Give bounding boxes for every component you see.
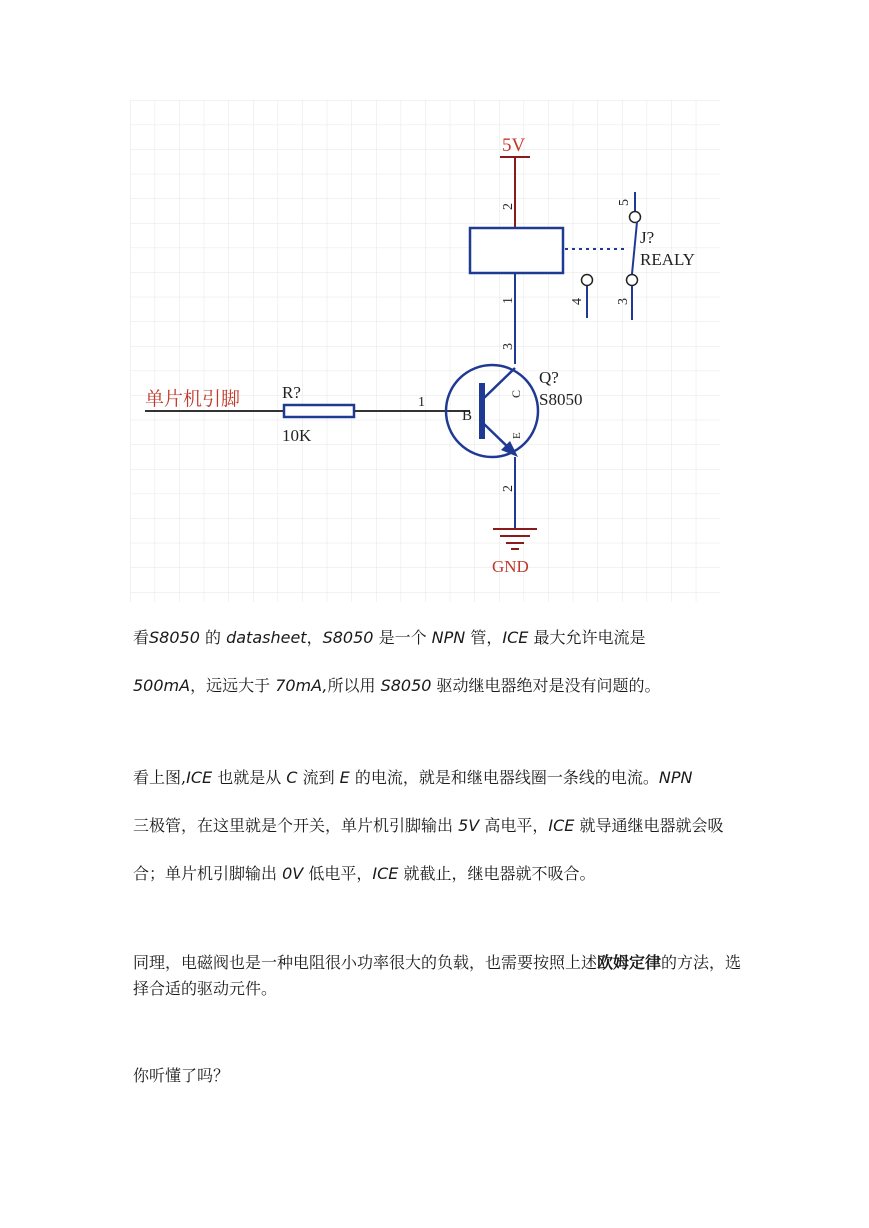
resistor bbox=[284, 405, 354, 417]
transistor-part: S8050 bbox=[539, 390, 583, 409]
switch-name: REALY bbox=[640, 250, 695, 269]
base-letter: B bbox=[462, 408, 473, 424]
collector-pin-num: 3 bbox=[501, 343, 516, 350]
paragraph-datasheet: 看S8050 的 datasheet，S8050 是一个 NPN 管，ICE 最大允许电流是 500mA，远远大于 70mA,所以用 S8050 驱动继电器绝对是没有问题的。 bbox=[133, 628, 661, 695]
base-pin-num: 1 bbox=[418, 395, 425, 410]
ground-label: GND bbox=[492, 557, 529, 576]
switch-contact-3 bbox=[627, 275, 638, 286]
relay-coil bbox=[470, 228, 563, 273]
relay-pin-bottom: 1 bbox=[501, 297, 516, 304]
relay-pin-top: 2 bbox=[501, 203, 516, 210]
ohms-law-link[interactable]: 欧姆定律 bbox=[597, 953, 662, 972]
switch-ref: J? bbox=[640, 228, 655, 247]
resistor-value: 10K bbox=[282, 426, 312, 445]
switch-contact-4 bbox=[582, 275, 593, 286]
switch-pin-3: 3 bbox=[616, 298, 631, 305]
switch-pin-4: 4 bbox=[570, 298, 585, 305]
emitter-letter: E bbox=[511, 432, 523, 439]
paragraph-solenoid: 同理，电磁阀也是一种电阻很小功率很大的负载，也需要按照上述欧姆定律的方法，选择合适的驱动元件。 bbox=[133, 953, 742, 998]
resistor-ref: R? bbox=[282, 383, 301, 402]
switch-pin-5: 5 bbox=[617, 199, 632, 206]
paragraph-explanation: 看上图,ICE 也就是从 C 流到 E 的电流，就是和继电器线圈一条线的电流。NPN 三极管，在这里就是个开关，单片机引脚输出 5V 高电平，ICE 就导通继电器就会吸合；单片机引脚输出 0V 低电平，ICE 就截止，继电器就不吸合。 bbox=[133, 768, 724, 883]
emitter-pin-num: 2 bbox=[501, 485, 516, 492]
circuit-diagram bbox=[130, 100, 720, 602]
transistor-ref: Q? bbox=[539, 368, 559, 387]
switch-contact-5 bbox=[630, 212, 641, 223]
grid-background bbox=[130, 100, 720, 602]
collector-letter: C bbox=[509, 389, 523, 398]
paragraph-question: 你听懂了吗？ bbox=[133, 1066, 230, 1085]
mcu-pin-label: 单片机引脚 bbox=[145, 388, 241, 410]
supply-label: 5V bbox=[502, 135, 526, 156]
